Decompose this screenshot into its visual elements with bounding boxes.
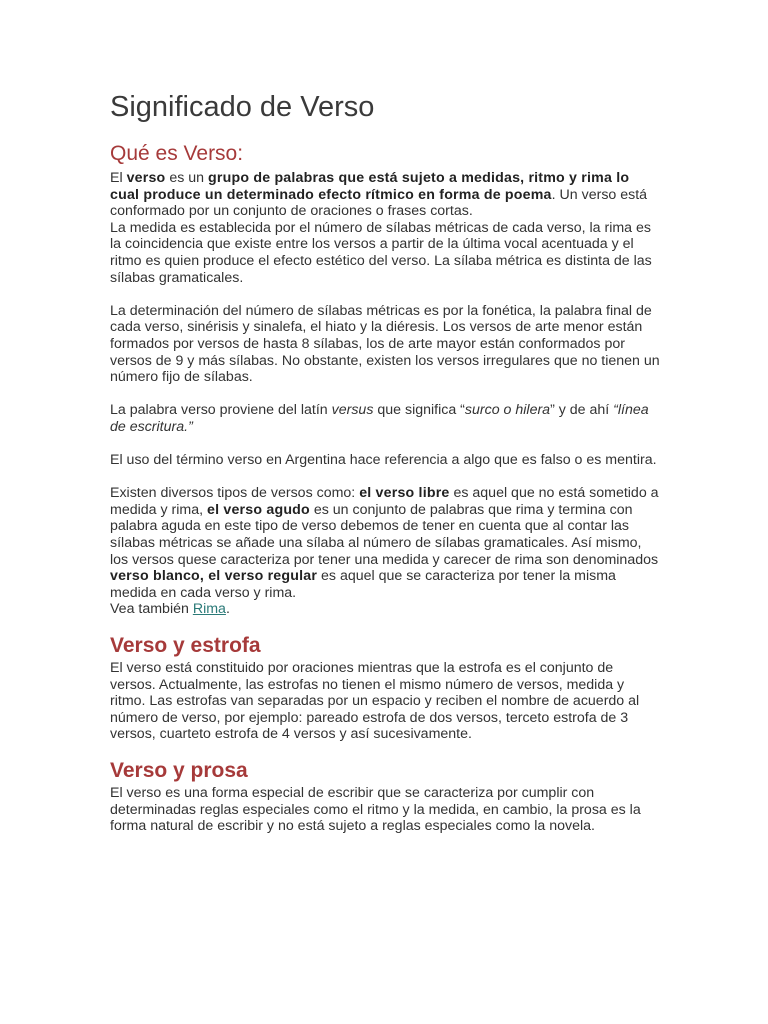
- bold-term: el verso libre: [359, 485, 450, 502]
- paragraph-silabas: La determinación del número de sílabas métricas es por la fonética, la palabra final de cada verso, sinérisis y sinalefa, el hiato y la diéresis. Los versos de arte menor están formados por versos de hasta 8 sílabas, los de arte mayor están conformados por versos de 9 y más sílabas. No obstante, existen los versos irregulares que no tienen un número fijo de sílabas.: [110, 302, 660, 386]
- paragraph-argentina: El uso del término verso en Argentina hace referencia a algo que es falso o es mentira.: [110, 452, 657, 469]
- bold-definition: grupo de palabras que está sujeto a medidas, ritmo y rima lo cual produce un determinado efecto rítmico en forma de poema: [110, 170, 630, 203]
- page-title: Significado de Verso: [110, 91, 375, 123]
- bold-term: verso: [126, 170, 166, 186]
- paragraph-definition: [110, 170, 662, 220]
- see-also-line: [110, 601, 662, 618]
- text-run: El: [110, 170, 127, 186]
- section-heading-verso-prosa: Verso y prosa: [110, 759, 248, 782]
- section-heading-que-es-verso: Qué es Verso:: [110, 142, 244, 165]
- paragraph-medida: La medida es establecida por el número de sílabas métricas de cada verso, la rima es la coincidencia que existe entre los versos a partir de la última vocal acentuada y el ritmo es quien produce el efecto estético del verso. La sílaba métrica es distinta de las sílabas gramaticales.: [110, 219, 652, 286]
- text-run: es un: [165, 170, 209, 186]
- text-run: La palabra verso proviene del latín: [110, 402, 332, 419]
- text-run: es un conjunto de palabras que rima y termina con palabra aguda en este tipo de verso debemos de tener en cuenta que al contar las sílabas métricas se añade una sílaba al número de sílabas gramaticales. Así mismo, los versos quese caracteriza por tener una medida y carecer de rima son denominados: [110, 501, 659, 568]
- bold-term: el verso agudo: [206, 501, 310, 518]
- see-also-prefix: Vea también: [110, 601, 193, 618]
- italic-term: surco o hilera: [464, 402, 551, 419]
- text-run: es aquel que se caracteriza por tener la misma medida en cada verso y rima.: [110, 568, 616, 601]
- paragraph-tipos: [110, 485, 662, 601]
- bold-term: verso blanco, el verso regular: [110, 568, 318, 585]
- text-run: que significa “: [373, 402, 465, 419]
- text-run: ” y de ahí: [550, 402, 614, 419]
- rima-link[interactable]: Rima: [192, 601, 226, 618]
- italic-term: “línea de escritura.”: [110, 402, 649, 435]
- section-heading-verso-estrofa: Verso y estrofa: [110, 634, 261, 658]
- text-run: es aquel que no está sometido a medida y rima,: [110, 485, 659, 518]
- article-content: [110, 88, 662, 835]
- text-run: . Un verso está conformado por un conjunto de oraciones o frases cortas.: [110, 186, 648, 220]
- paragraph-prosa: El verso es una forma especial de escribir que se caracteriza por cumplir con determinadas reglas especiales como el ritmo y la medida, en cambio, la prosa es la forma natural de escribir y no está sujeto a reglas especiales como la novela.: [110, 785, 641, 835]
- paragraph-estrofa: El verso está constituido por oraciones mientras que la estrofa es el conjunto de versos. Actualmente, las estrofas no tienen el mismo número de versos, medida y ritmo. Las estrofas van separadas por un espacio y reciben el nombre de acuerdo al número de verso, por ejemplo: pareado estrofa de dos versos, terceto estrofa de 3 versos, cuarteto estrofa de 4 versos y así sucesivamente.: [110, 660, 640, 743]
- text-run: Existen diversos tipos de versos como:: [110, 485, 360, 502]
- see-also-suffix: .: [225, 601, 230, 618]
- paragraph-etimologia: [110, 402, 662, 435]
- italic-term: versus: [331, 402, 374, 419]
